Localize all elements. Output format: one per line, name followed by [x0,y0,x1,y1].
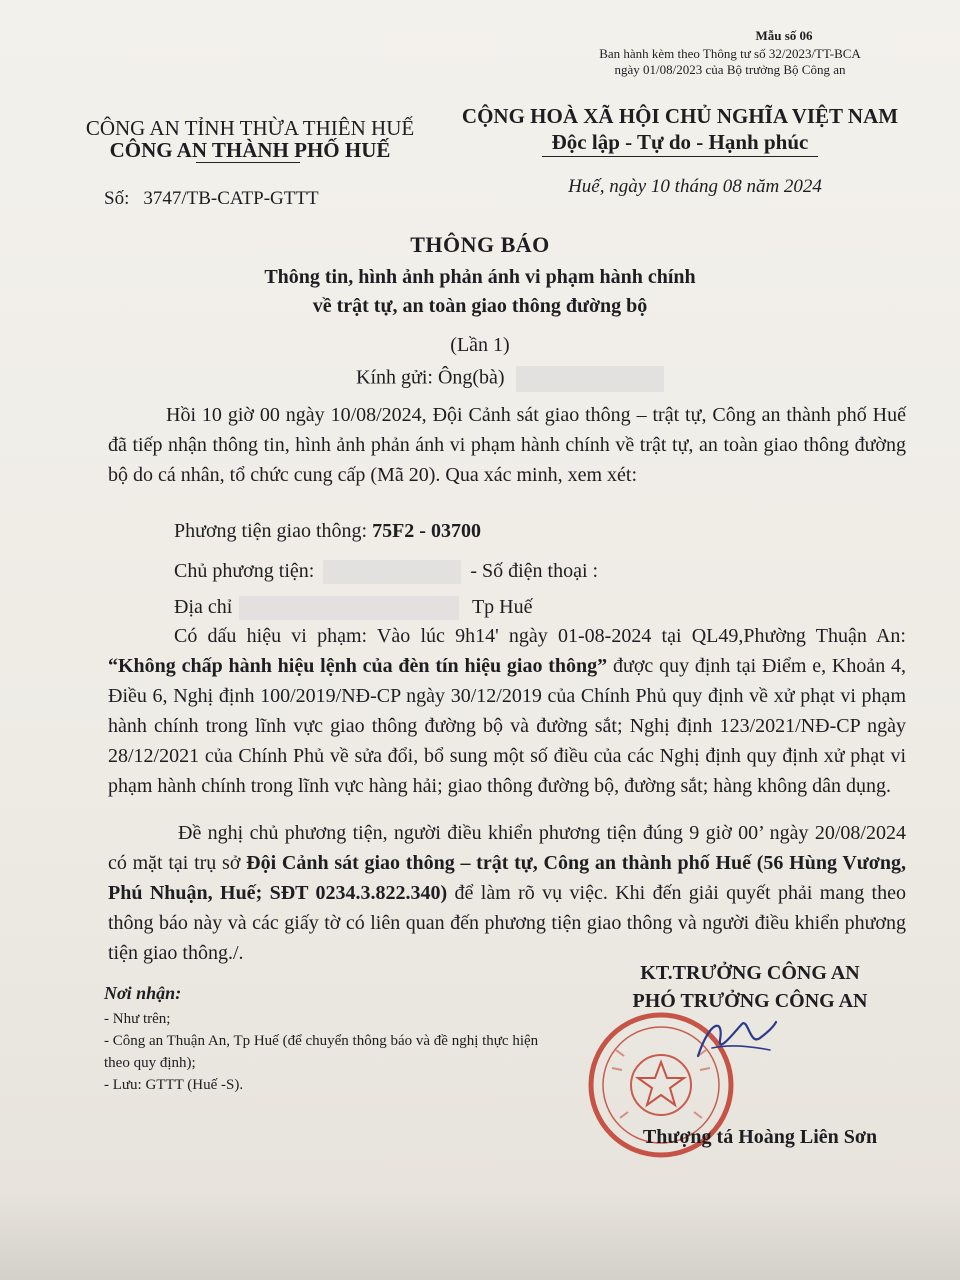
violation-intro: Có dấu hiệu vi phạm: Vào lúc 9h14' ngày 01-08-2024 tại QL49,Phường Thuận An: [174,625,906,647]
national-motto: Độc lập - Tự do - Hạnh phúc [551,130,809,154]
motto-underline [542,156,818,157]
recipient-name-redaction [516,366,664,392]
agency-underline [196,162,300,163]
document-number-value: 3747/TB-CATP-GTTT [143,188,319,209]
form-code: Mẫu số 06 [755,28,813,43]
document-title: THÔNG BÁO [410,232,550,257]
agency-name: CÔNG AN THÀNH PHỐ HUẾ [109,138,391,162]
handwritten-signature-icon [690,1010,780,1070]
page-shadow [0,1190,960,1280]
agency-parent: CÔNG AN TỈNH THỪA THIÊN HUẾ [85,116,415,140]
form-note-circular: Ban hành kèm theo Thông tư số 32/2023/TT-BCA [599,46,861,61]
document-subtitle-1: Thông tin, hình ảnh phản ánh vi phạm hành chính [264,266,696,288]
nation-title: CỘNG HOÀ XÃ HỘI CHỦ NGHĨA VIỆT NAM [461,104,899,128]
place-date: Huế, ngày 10 tháng 08 năm 2024 [568,176,822,197]
document-subtitle-2: về trật tự, an toàn giao thông đường bộ [312,295,648,317]
recipient-item: - Lưu: GTTT (Huế -S). [104,1077,244,1093]
recipient-item: - Công an Thuận An, Tp Huế (để chuyển thông báo và đề nghị thực hiện theo quy định); [104,1033,539,1071]
document-number-label: Số: [104,188,130,209]
paragraph-receipt: Hồi 10 giờ 00 ngày 10/08/2024, Đội Cảnh sát giao thông – trật tự, Công an thành phố Huế đã tiếp nhận thông tin, hình ảnh phản ánh vi phạm hành chính về trật tự, an toàn giao thông đường bộ do cá nhân, tổ chức cung cấp (Mã 20). Qua xác minh, xem xét: [108,404,906,486]
owner-label: Chủ phương tiện: [174,560,315,582]
signer-name: Thượng tá Hoàng Liên Sơn [642,1126,878,1148]
signature-title-2: PHÓ TRƯỞNG CÔNG AN [632,990,868,1012]
recipients-block [104,982,544,1096]
salutation [356,366,664,392]
owner-row [174,560,598,584]
document-number [104,188,319,210]
recipient-item: - Như trên; [104,1011,171,1027]
address-label: Địa chỉ [174,596,233,618]
address-redaction [239,596,459,620]
attempt-number: (Lần 1) [450,334,510,356]
violation-legal-basis: được quy định tại Điểm e, Khoản 4, Điều 6, Nghị định 100/2019/NĐ-CP ngày 30/12/2019 của Chính Phủ quy định về xử phạt vi phạm hành chính trong lĩnh vực giao thông đường bộ và đường sắt; Nghị định 123/2021/NĐ-CP ngày 28/12/2021 của Chính Phủ về sửa đổi, bổ sung một số điều của các Nghị định quy định xử phạt vi phạm hành chính trong lĩnh vực hàng hải; giao thông đường bộ, đường sắt; hàng không dân dụng. [108,655,906,797]
salutation-text: Kính gửi: Ông(bà) [356,366,505,389]
vehicle-label: Phương tiện giao thông: [174,520,368,542]
form-note-date: ngày 01/08/2023 của Bộ trưởng Bộ Công an [614,62,846,77]
vehicle-plate: 75F2 - 03700 [372,520,481,542]
request-place: Đội Cảnh sát giao thông – trật tự, Công an thành phố Huế (56 Hùng Vương, Phú Nhuận, Huế; SĐT 0234.3.822.340) [108,852,906,904]
paragraph-request [108,818,906,968]
signature-title-1: KT.TRƯỞNG CÔNG AN [640,962,860,984]
paragraph-violation [108,621,906,801]
recipients-heading: Nơi nhận: [104,983,182,1003]
owner-name-redaction [323,560,461,584]
vehicle-row [174,520,481,543]
request-intro: Đề nghị chủ phương tiện, người điều khiển phương tiện đúng 9 giờ 00’ ngày 20/08/2024 có mặt tại trụ sở [108,822,906,874]
phone-label: - Số điện thoại : [470,560,599,582]
request-rest: để làm rõ vụ việc. Khi đến giải quyết phải mang theo thông báo này và các giấy tờ có liên quan đến phương tiện giao thông và người điều khiển phương tiện giao thông./. [108,882,906,964]
address-city: Tp Huế [471,596,533,618]
address-row [174,596,533,620]
violation-offense: “Không chấp hành hiệu lệnh của đèn tín hiệu giao thông” [108,655,608,677]
